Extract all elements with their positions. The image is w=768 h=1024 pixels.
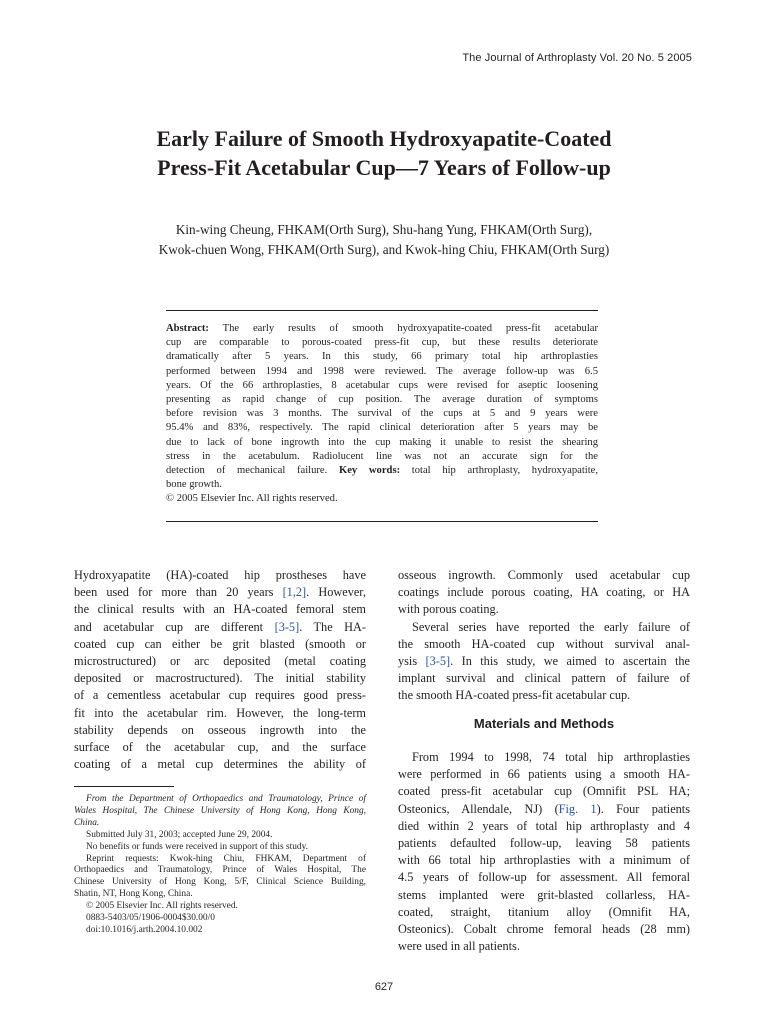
body-line: microstructured) or arc deposited (metal coating — [74, 654, 366, 669]
keywords-label: Key words: — [338, 465, 401, 477]
body-line: with 66 total hip arthroplasties with a minimum of — [398, 853, 690, 868]
abstract-line: years. Of the 66 arthroplasties, 8 acetabular cups were revised for aseptic loosening — [166, 379, 598, 391]
affiliation-line: From the Department of Orthopaedics and Traumatology, Prince of — [86, 794, 366, 804]
body-line: osseous ingrowth. Commonly used acetabular cup — [398, 568, 690, 582]
abstract-line: performed between 1994 and 1998 were reviewed. The average follow-up was 6.5 — [166, 365, 598, 377]
abstract-line: cup are comparable to porous-coated press-fit cup, but these results deteriorate — [166, 337, 598, 349]
body-line: coated cup can either be grit blasted (smooth or — [74, 636, 366, 651]
body-line: implant survival and clinical pattern of failure of — [398, 671, 690, 686]
abstract-line: stress in the acetabulum. Radiolucent line was not an accurate sign for the — [166, 450, 598, 462]
reprint-line: Shatin, NT, Hong Kong, China. — [74, 889, 193, 900]
abstract-line: due to lack of bone ingrowth into the cup making it unable to resist the shearing — [166, 436, 598, 448]
body-line: Osteonics, Allendale, NJ) (Fig. 1). Four patients — [398, 801, 690, 816]
body-line: were performed in 66 patients using a smooth HA- — [398, 767, 690, 782]
abstract-label: Abstract: — [166, 323, 209, 334]
reprint-line: Orthopaedics and Traumatology, Prince of Wales Hospital, The — [74, 865, 366, 876]
body-line: surface of the acetabular cup, and the surface — [74, 740, 366, 755]
article-title — [60, 124, 708, 182]
body-line: ysis [3-5]. In this study, we aimed to ascertain the — [398, 654, 690, 669]
title-line: Early Failure of Smooth Hydroxyapatite-Coated — [156, 126, 612, 151]
body-line: been used for more than 20 years [1,2]. However, — [74, 585, 366, 600]
abstract-line: 95.4% and 83%, respectively. The rapid clinical deterioration after 5 years may be — [166, 422, 598, 434]
reference-link[interactable]: [1,2] — [282, 585, 307, 600]
right-column-body — [398, 567, 690, 705]
body-line: were used in all patients. — [398, 939, 520, 954]
abstract-line: detection of mechanical failure. Key words: total hip arthroplasty, hydroxyapatite, — [166, 465, 598, 477]
funding-statement: No benefits or funds were received in support of this study. — [86, 841, 308, 852]
body-line: Several series have reported the early failure of — [412, 619, 690, 634]
reference-link[interactable]: [3-5] — [274, 619, 300, 634]
reprint-line: Chinese University of Hong Kong, 5/F, Clinical Science Building, — [74, 877, 366, 888]
body-line: died within 2 years of total hip arthroplasty and 4 — [398, 818, 690, 833]
body-line: coating of a metal cup determines the ability of — [74, 757, 366, 772]
body-line: stability depends on osseous ingrowth into the — [74, 722, 366, 737]
abstract-line: presenting as rapid change of cup position. The average duration of symptoms — [166, 394, 598, 406]
body-line: From 1994 to 1998, 74 total hip arthroplasties — [412, 750, 690, 764]
body-line: Hydroxyapatite (HA)-coated hip prostheses have — [74, 568, 366, 582]
body-line: the smooth HA-coated cup without survival anal- — [398, 636, 690, 651]
body-line: fit into the acetabular rim. However, the long-term — [74, 705, 366, 720]
abstract-line: bone growth. — [166, 479, 222, 491]
abstract — [166, 322, 598, 507]
body-line: patients defaulted follow-up, leaving 58 patients — [398, 836, 690, 851]
abstract-copyright: © 2005 Elsevier Inc. All rights reserved. — [166, 493, 338, 505]
abstract-line: Abstract: The early results of smooth hydroxyapatite-coated press-fit acetabular — [166, 323, 598, 334]
footnote — [74, 794, 366, 937]
keywords: total hip arthroplasty, hydroxyapatite, — [411, 465, 598, 477]
body-line: the clinical results with an HA-coated femoral stem — [74, 602, 366, 617]
issn: 0883-5403/05/1906-0004$30.00/0 — [86, 913, 215, 924]
body-line: coated press-fit acetabular cup (Omnifit PSL HA; — [398, 784, 690, 799]
body-line: coatings include porous coating, HA coating, or HA — [398, 585, 690, 600]
figure-link[interactable]: Fig. 1 — [558, 801, 597, 816]
abstract-top-rule — [166, 310, 598, 311]
body-line: 4.5 years of follow-up for assessment. All femoral — [398, 870, 690, 885]
body-line: and acetabular cup are different [3-5]. The HA- — [74, 619, 366, 634]
title-line: Press-Fit Acetabular Cup—7 Years of Follow-up — [157, 155, 611, 180]
author-list — [40, 220, 728, 260]
footnote-rule — [74, 786, 174, 787]
abstract-bottom-rule — [166, 521, 598, 522]
body-line: coated, straight, titanium alloy (Omnifit HA, — [398, 904, 690, 919]
body-line: deposited or macrostructured). The initial stability — [74, 671, 366, 686]
body-line: the smooth HA-coated press-fit acetabular cup. — [398, 688, 631, 703]
reference-link[interactable]: [3-5] — [425, 654, 451, 669]
footnote-copyright: © 2005 Elsevier Inc. All rights reserved. — [86, 901, 238, 912]
body-line: of a cementless acetabular cup requires good press- — [74, 688, 366, 703]
doi[interactable]: doi:10.1016/j.arth.2004.10.002 — [86, 924, 203, 935]
author-line: Kwok-chuen Wong, FHKAM(Orth Surg), and Kwok-hing Chiu, FHKAM(Orth Surg) — [158, 242, 610, 257]
methods-paragraph — [398, 749, 690, 955]
abstract-line: before revision was 3 months. The survival of the cups at 5 and 9 years were — [166, 408, 598, 420]
body-line: stems implanted were grit-blasted collarless, HA- — [398, 887, 690, 902]
submission-dates: Submitted July 31, 2003; accepted June 29, 2004. — [86, 829, 273, 840]
abstract-line: dramatically after 5 years. In this study, 66 primary total hip arthroplasties — [166, 351, 598, 363]
reprint-line: Reprint requests: Kwok-hing Chiu, FHKAM, Department of — [86, 853, 366, 864]
author-line: Kin-wing Cheung, FHKAM(Orth Surg), Shu-hang Yung, FHKAM(Orth Surg), — [175, 222, 593, 237]
section-heading: Materials and Methods — [473, 716, 615, 731]
running-head: The Journal of Arthroplasty Vol. 20 No. 5 2005 — [462, 52, 692, 64]
page-number: 627 — [374, 981, 394, 993]
body-line: Osteonics). Cobalt chrome femoral heads (28 mm) — [398, 922, 690, 937]
affiliation-line: Wales Hospital, The Chinese University of Hong Kong, Hong Kong, — [74, 805, 366, 816]
left-column-body — [74, 567, 366, 773]
body-line: with porous coating. — [398, 602, 499, 617]
affiliation-line: China. — [74, 817, 100, 828]
